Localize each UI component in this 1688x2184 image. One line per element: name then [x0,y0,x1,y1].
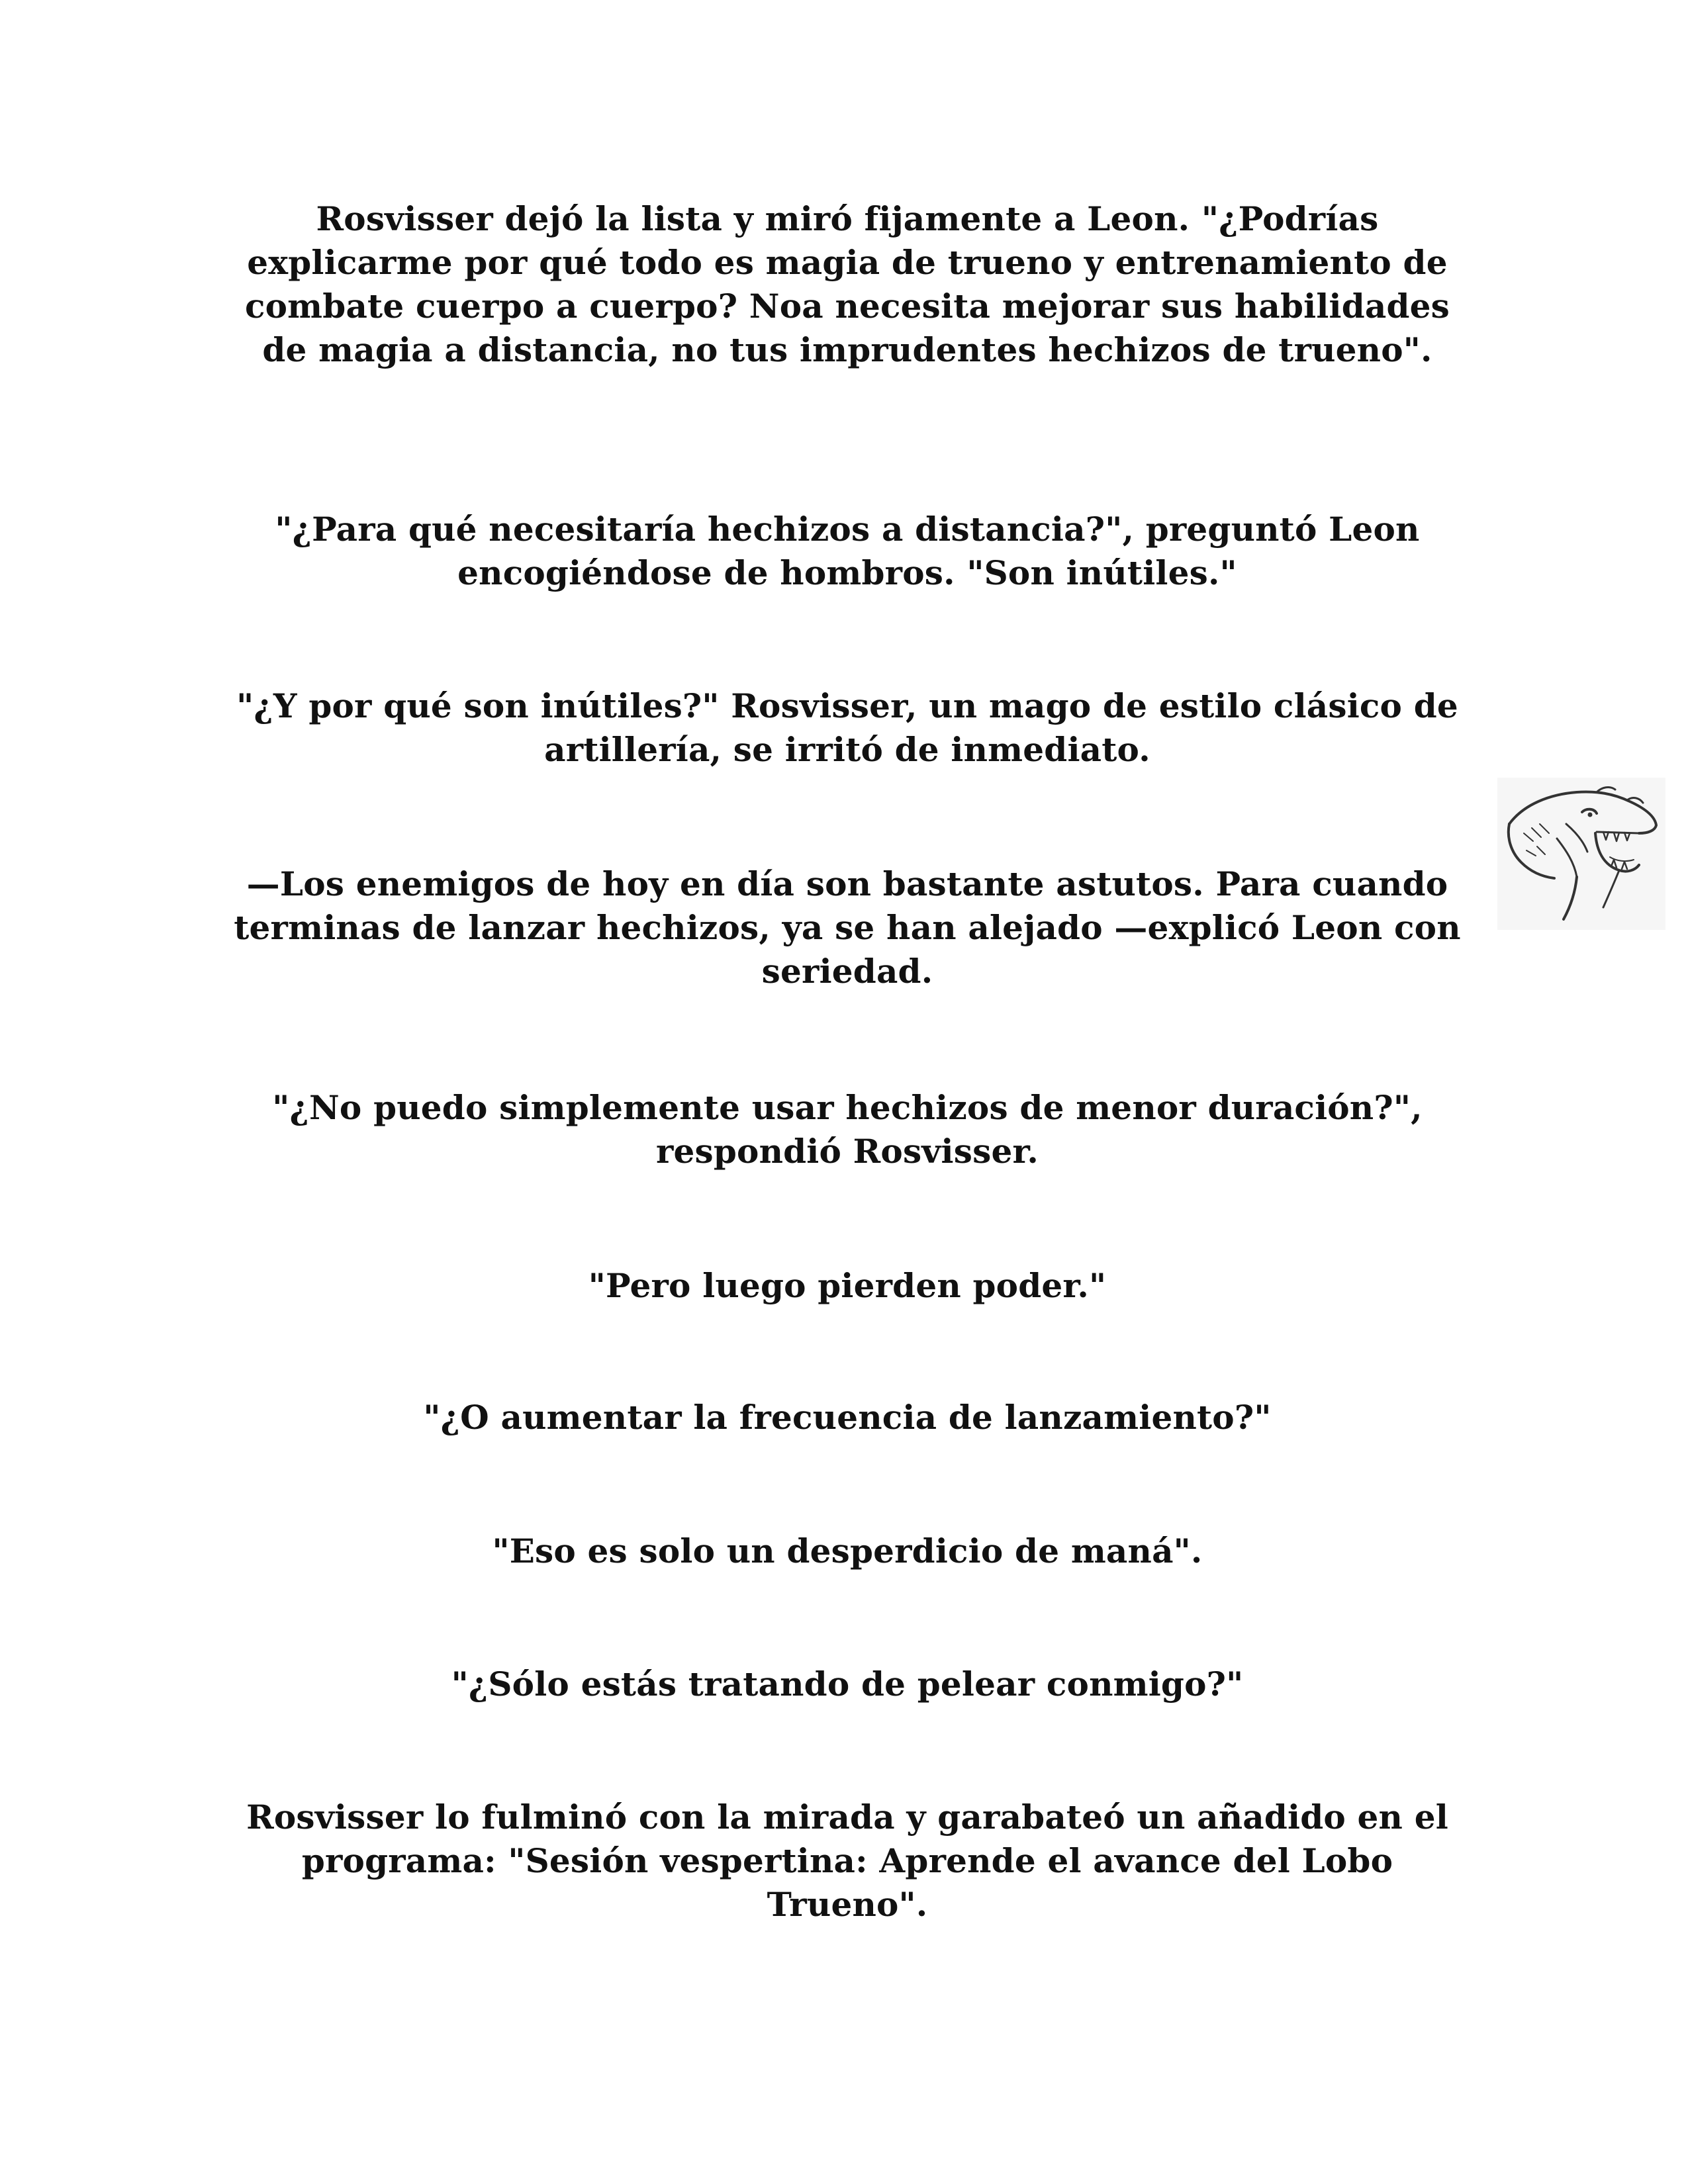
paragraph-5: "¿No puedo simplemente usar hechizos de menor duración?", respondió Rosvisser. [272,1088,1423,1171]
paragraph-10: Rosvisser lo fulminó con la mirada y garabateó un añadido en el programa: "Sesión vespertina: Aprende el avance del Lobo Trueno". [246,1797,1448,1924]
paragraph-1: Rosvisser dejó la lista y miró fijamente a Leon. "¿Podrías explicarme por qué todo es magia de trueno y entrenamiento de combate cuerpo a cuerpo? Noa necesita mejorar sus habilidades de magia a distancia, no tus imprudentes hechizos de trueno". [244,199,1450,369]
paragraph-3: "¿Y por qué son inútiles?" Rosvisser, un mago de estilo clásico de artillería, se irritó de inmediato. [236,686,1458,769]
paragraph-4: —Los enemigos de hoy en día son bastante astutos. Para cuando terminas de lanzar hechizos, ya se han alejado —explicó Leon con seriedad. [234,864,1461,991]
paragraph-8: "Eso es solo un desperdicio de maná". [492,1531,1203,1570]
paragraph-6: "Pero luego pierden poder." [588,1266,1107,1305]
dinosaur-sketch-icon [1497,778,1665,930]
paragraph-9: "¿Sólo estás tratando de pelear conmigo?" [451,1664,1244,1704]
paragraph-7: "¿O aumentar la frecuencia de lanzamiento?" [423,1398,1272,1437]
paragraph-2: "¿Para qué necesitaría hechizos a distancia?", preguntó Leon encogiéndose de hombros. "Son inútiles." [275,510,1420,592]
